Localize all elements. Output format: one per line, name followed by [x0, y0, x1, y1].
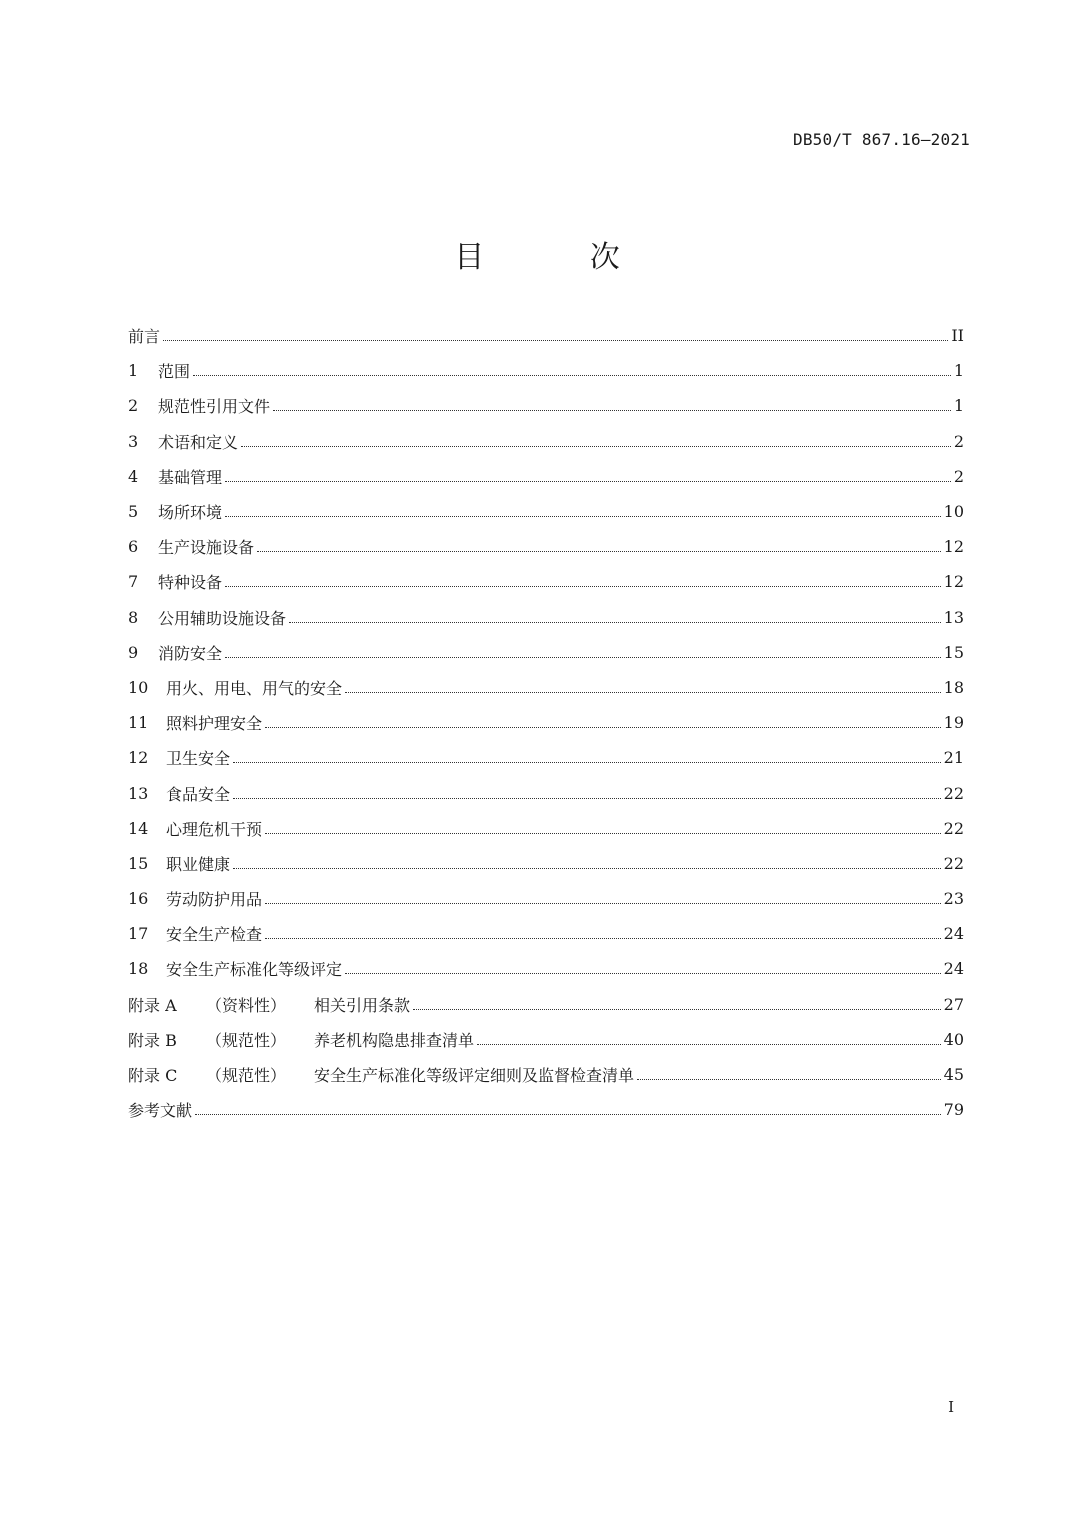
- toc-dot-leader: [225, 481, 951, 482]
- toc-entry-label: 基础管理: [158, 467, 223, 487]
- toc-dot-leader: [225, 657, 941, 658]
- toc-entry-1[interactable]: [128, 353, 964, 388]
- toc-entry-page: 12: [943, 537, 964, 557]
- toc-entry-label: 相关引用条款: [314, 995, 411, 1015]
- toc-dot-leader: [345, 692, 941, 693]
- toc-entry-label: 用火、用电、用气的安全: [166, 678, 343, 698]
- toc-entry-18[interactable]: [128, 951, 964, 986]
- toc-entry-7[interactable]: [128, 564, 964, 599]
- toc-entry-17[interactable]: [128, 916, 964, 951]
- toc-entry-page: 10: [943, 502, 964, 522]
- toc-entry-page: 18: [943, 677, 964, 697]
- toc-entry-label: 规范性引用文件: [158, 397, 271, 417]
- toc-entry-11[interactable]: [128, 705, 964, 740]
- toc-entry-number: 12: [128, 748, 149, 768]
- toc-entry-12[interactable]: [128, 740, 964, 775]
- toc-entry-number: 4: [128, 466, 139, 486]
- toc-entry-page: 22: [943, 853, 964, 873]
- toc-entry-page: 19: [943, 713, 964, 733]
- toc-entry-6[interactable]: [128, 529, 964, 564]
- toc-entry-page: 1: [953, 396, 964, 416]
- toc-appendix-kind: （规范性）: [206, 1030, 287, 1050]
- toc-entry-page: 79: [943, 1100, 964, 1120]
- toc-dot-leader: [637, 1079, 941, 1080]
- toc-entry-label: 公用辅助设施设备: [158, 608, 287, 628]
- toc-entry-9[interactable]: [128, 635, 964, 670]
- toc-entry-number: 附录 A: [128, 995, 177, 1015]
- toc-entry-number: 16: [128, 889, 149, 909]
- toc-entry-label: 消防安全: [158, 643, 223, 663]
- toc-entry-14[interactable]: [128, 811, 964, 846]
- toc-entry-3[interactable]: [128, 424, 964, 459]
- toc-entry-page: 27: [943, 994, 964, 1014]
- toc-entry-number: 3: [128, 431, 139, 451]
- toc-dot-leader: [163, 340, 948, 341]
- toc-appendix-kind: （规范性）: [206, 1066, 287, 1086]
- toc-entry-label: 安全生产检查: [166, 925, 263, 945]
- toc-entry-label: 劳动防护用品: [166, 890, 263, 910]
- toc-entry-10[interactable]: [128, 670, 964, 705]
- toc-entry-number: 13: [128, 783, 149, 803]
- toc-entry-page: 13: [943, 607, 964, 627]
- toc-entry-label: 养老机构隐患排查清单: [314, 1030, 475, 1050]
- toc-entry-number: 9: [128, 642, 139, 662]
- toc-entry-page: 1: [953, 361, 964, 381]
- toc-entry-page: 24: [943, 959, 964, 979]
- toc-entry-number: 1: [128, 361, 139, 381]
- toc-entry-number: 附录 B: [128, 1030, 177, 1050]
- toc-entry-number: 7: [128, 572, 139, 592]
- toc-entry-number: 15: [128, 853, 149, 873]
- toc-dot-leader: [195, 1114, 941, 1115]
- toc-dot-leader: [233, 798, 941, 799]
- toc-entry-label: 前言: [128, 327, 161, 347]
- toc-dot-leader: [233, 762, 941, 763]
- toc-entry-page: 45: [943, 1065, 964, 1085]
- toc-entry-label: 心理危机干预: [166, 819, 263, 839]
- toc-dot-leader: [289, 622, 941, 623]
- toc-entry-label: 照料护理安全: [166, 714, 263, 734]
- toc-entry-page: II: [951, 326, 964, 346]
- toc-entry-page: 21: [943, 748, 964, 768]
- toc-entry-page: 40: [943, 1029, 964, 1049]
- toc-dot-leader: [273, 410, 951, 411]
- page-number: I: [948, 1398, 954, 1416]
- toc-entry-page: 15: [943, 642, 964, 662]
- toc-dot-leader: [265, 833, 941, 834]
- toc-dot-leader: [345, 973, 941, 974]
- toc-dot-leader: [225, 516, 941, 517]
- toc-entry-page: 24: [943, 924, 964, 944]
- toc-entry-number: 10: [128, 677, 149, 697]
- toc-entry-number: 11: [128, 713, 149, 733]
- toc-entry-16[interactable]: [128, 881, 964, 916]
- toc-entry-appendix-b[interactable]: [128, 1022, 964, 1057]
- toc-entry-number: 附录 C: [128, 1066, 178, 1086]
- toc-entry-15[interactable]: [128, 846, 964, 881]
- toc-entry-number: 2: [128, 396, 139, 416]
- toc-entry-number: 17: [128, 924, 149, 944]
- toc-entry-label: 特种设备: [158, 573, 223, 593]
- toc-entry-page: 2: [953, 466, 964, 486]
- toc-entry-label: 场所环境: [158, 503, 223, 523]
- toc-entry-label: 参考文献: [128, 1101, 193, 1121]
- toc-entry-13[interactable]: [128, 775, 964, 810]
- toc-dot-leader: [413, 1009, 941, 1010]
- toc-dot-leader: [257, 551, 941, 552]
- toc-entry-page: 22: [943, 783, 964, 803]
- toc-entry-label: 范围: [158, 362, 191, 382]
- toc-entry-number: 5: [128, 502, 139, 522]
- toc-dot-leader: [225, 586, 941, 587]
- toc-dot-leader: [265, 903, 941, 904]
- toc-entry-label: 生产设施设备: [158, 538, 255, 558]
- toc-entry-page: 2: [953, 431, 964, 451]
- toc-entry-label: 食品安全: [166, 784, 231, 804]
- toc-entry-bibliography[interactable]: [128, 1092, 964, 1127]
- toc-entry-number: 14: [128, 818, 149, 838]
- toc-dot-leader: [193, 375, 951, 376]
- toc-entry-page: 23: [943, 889, 964, 909]
- toc-entry-label: 职业健康: [166, 854, 231, 874]
- toc-dot-leader: [265, 727, 941, 728]
- toc-entry-label: 术语和定义: [158, 432, 239, 452]
- toc-entry-8[interactable]: [128, 600, 964, 635]
- toc-entry-4[interactable]: [128, 459, 964, 494]
- toc-entry-page: 22: [943, 818, 964, 838]
- toc-dot-leader: [477, 1044, 941, 1045]
- toc-dot-leader: [233, 868, 941, 869]
- document-code: DB50/T 867.16—2021: [793, 130, 970, 149]
- toc-entry-number: 18: [128, 959, 149, 979]
- toc-entry-page: 12: [943, 572, 964, 592]
- toc-entry-5[interactable]: [128, 494, 964, 529]
- toc-entry-appendix-a[interactable]: [128, 987, 964, 1022]
- toc-appendix-kind: （资料性）: [206, 995, 287, 1015]
- toc-entry-label: 安全生产标准化等级评定: [166, 960, 343, 980]
- toc-entry-foreword[interactable]: [128, 318, 964, 353]
- toc-entry-appendix-c[interactable]: [128, 1057, 964, 1092]
- toc-entry-label: 安全生产标准化等级评定细则及监督检查清单: [314, 1066, 635, 1086]
- toc-entry-number: 8: [128, 607, 139, 627]
- toc-entry-number: 6: [128, 537, 139, 557]
- toc-entry-2[interactable]: [128, 388, 964, 423]
- toc-dot-leader: [241, 446, 951, 447]
- toc-entry-label: 卫生安全: [166, 749, 231, 769]
- toc-title: 目 次: [454, 240, 668, 275]
- table-of-contents: [128, 318, 964, 1127]
- toc-dot-leader: [265, 938, 941, 939]
